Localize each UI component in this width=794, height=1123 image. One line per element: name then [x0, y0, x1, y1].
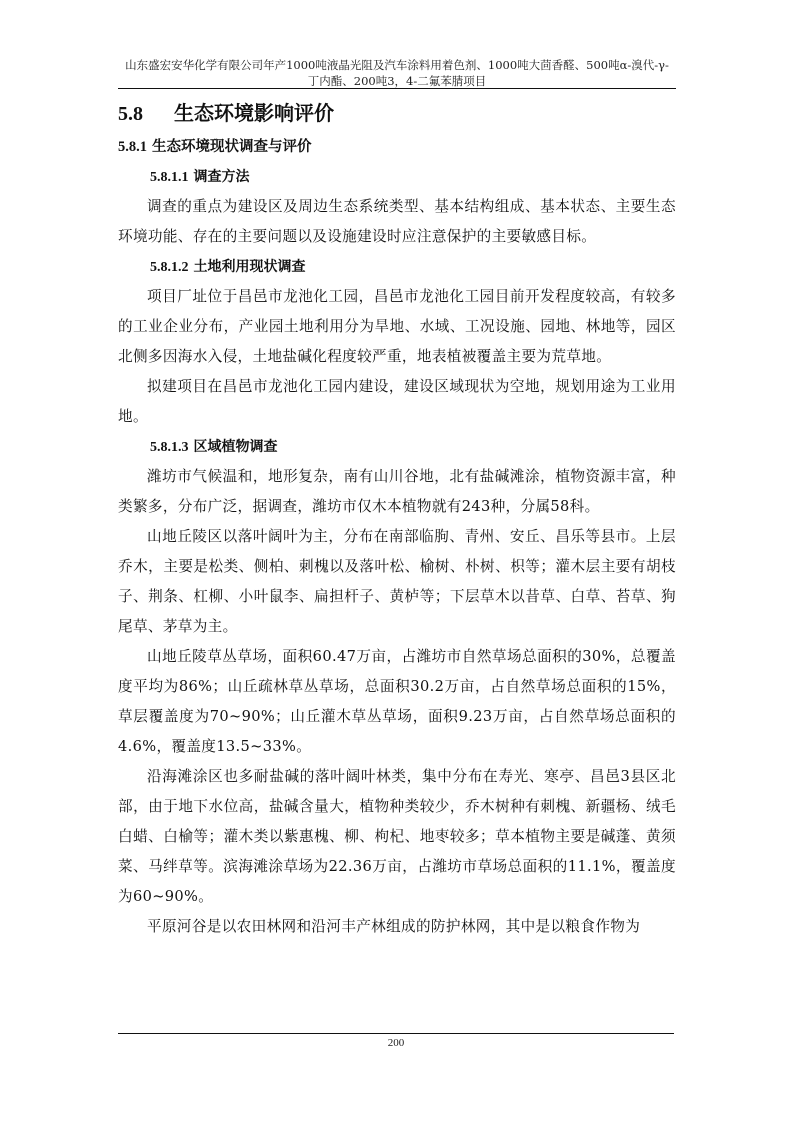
- heading-title: 土地利用现状调查: [193, 259, 306, 275]
- paragraph: 平原河谷是以农田林网和沿河丰产林组成的防护林网，其中是以粮食作物为: [147, 918, 641, 935]
- header-divider: [118, 88, 676, 89]
- heading-title: 区域植物调查: [193, 439, 278, 455]
- subsection-title: 生态环境现状调查与评价: [152, 138, 312, 155]
- running-header-line-1: 山东盛宏安华化学有限公司年产1000吨液晶光阻及汽车涂料用着色剂、1000吨大茴香醛、500吨α-溴代-γ-: [125, 58, 669, 72]
- heading-number: 5.8.1.3: [150, 440, 189, 455]
- paragraph: 沿海滩涂区也多耐盐碱的落叶阔叶林类，集中分布在寿光、寒亭、昌邑3县区北部，由于地下水位高，盐碱含量大，植物种类较少，乔木树种有刺槐、新疆杨、绒毛白蜡、白榆等；灌木类以紫惠槐、柳、枸杞、地枣较多；草本植物主要是碱蓬、黄须菜、马绊草等。滨海滩涂草场为22.36万亩，占潍坊市草场总面积的11.1%，覆盖度为60~90%。: [118, 768, 676, 905]
- page-number: 200: [387, 1037, 405, 1049]
- heading-vegetation: [118, 432, 676, 462]
- paragraph: 拟建项目在昌邑市龙池化工园内建设，建设区域现状为空地，规划用途为工业用地。: [118, 378, 676, 425]
- running-header-line-2: 丁内酯、200吨3，4-二氟苯腈项目: [307, 74, 487, 88]
- paragraph: 调查的重点为建设区及周边生态系统类型、基本结构组成、基本状态、主要生态环境功能、存在的主要问题以及设施建设时应注意保护的主要敏感目标。: [118, 198, 676, 245]
- page-body: [118, 94, 676, 942]
- paragraph: 山地丘陵草丛草场，面积60.47万亩，占潍坊市自然草场总面积的30%，总覆盖度平均为86%；山丘疏林草丛草场，总面积30.2万亩，占自然草场总面积的15%，草层覆盖度为70~90%；山丘灌木草丛草场，面积9.23万亩，占自然草场总面积的4.6%，覆盖度13.5~33%。: [118, 648, 676, 755]
- section-number: 5.8: [118, 103, 143, 125]
- heading-number: 5.8.1.2: [150, 260, 189, 275]
- paragraph: 山地丘陵区以落叶阔叶为主，分布在南部临朐、青州、安丘、昌乐等县市。上层乔木，主要是松类、侧柏、刺槐以及落叶松、榆树、朴树、枳等；灌木层主要有胡枝子、荆条、杠柳、小叶鼠李、扁担杆子、黄栌等；下层草木以昔草、白草、苔草、狗尾草、茅草为主。: [118, 528, 676, 635]
- heading-title: 调查方法: [193, 169, 250, 185]
- heading-land-use: [118, 252, 676, 282]
- running-header: [118, 57, 676, 89]
- subsection-number: 5.8.1: [118, 139, 147, 155]
- section-title: 生态环境影响评价: [174, 101, 334, 125]
- footer-divider: [118, 1033, 674, 1034]
- paragraph: 潍坊市气候温和，地形复杂，南有山川谷地，北有盐碱滩涂，植物资源丰富，种类繁多，分布广泛，据调查，潍坊市仅木本植物就有243种，分属58科。: [118, 468, 676, 515]
- subsection-heading: [118, 132, 676, 162]
- heading-number: 5.8.1.1: [150, 170, 189, 185]
- heading-survey-method: [118, 162, 676, 192]
- section-heading: [118, 94, 676, 132]
- paragraph: 项目厂址位于昌邑市龙池化工园，昌邑市龙池化工园目前开发程度较高，有较多的工业企业分布，产业园土地利用分为旱地、水域、工况设施、园地、林地等，园区北侧多因海水入侵，土地盐碱化程度较严重，地表植被覆盖主要为荒草地。: [118, 288, 676, 365]
